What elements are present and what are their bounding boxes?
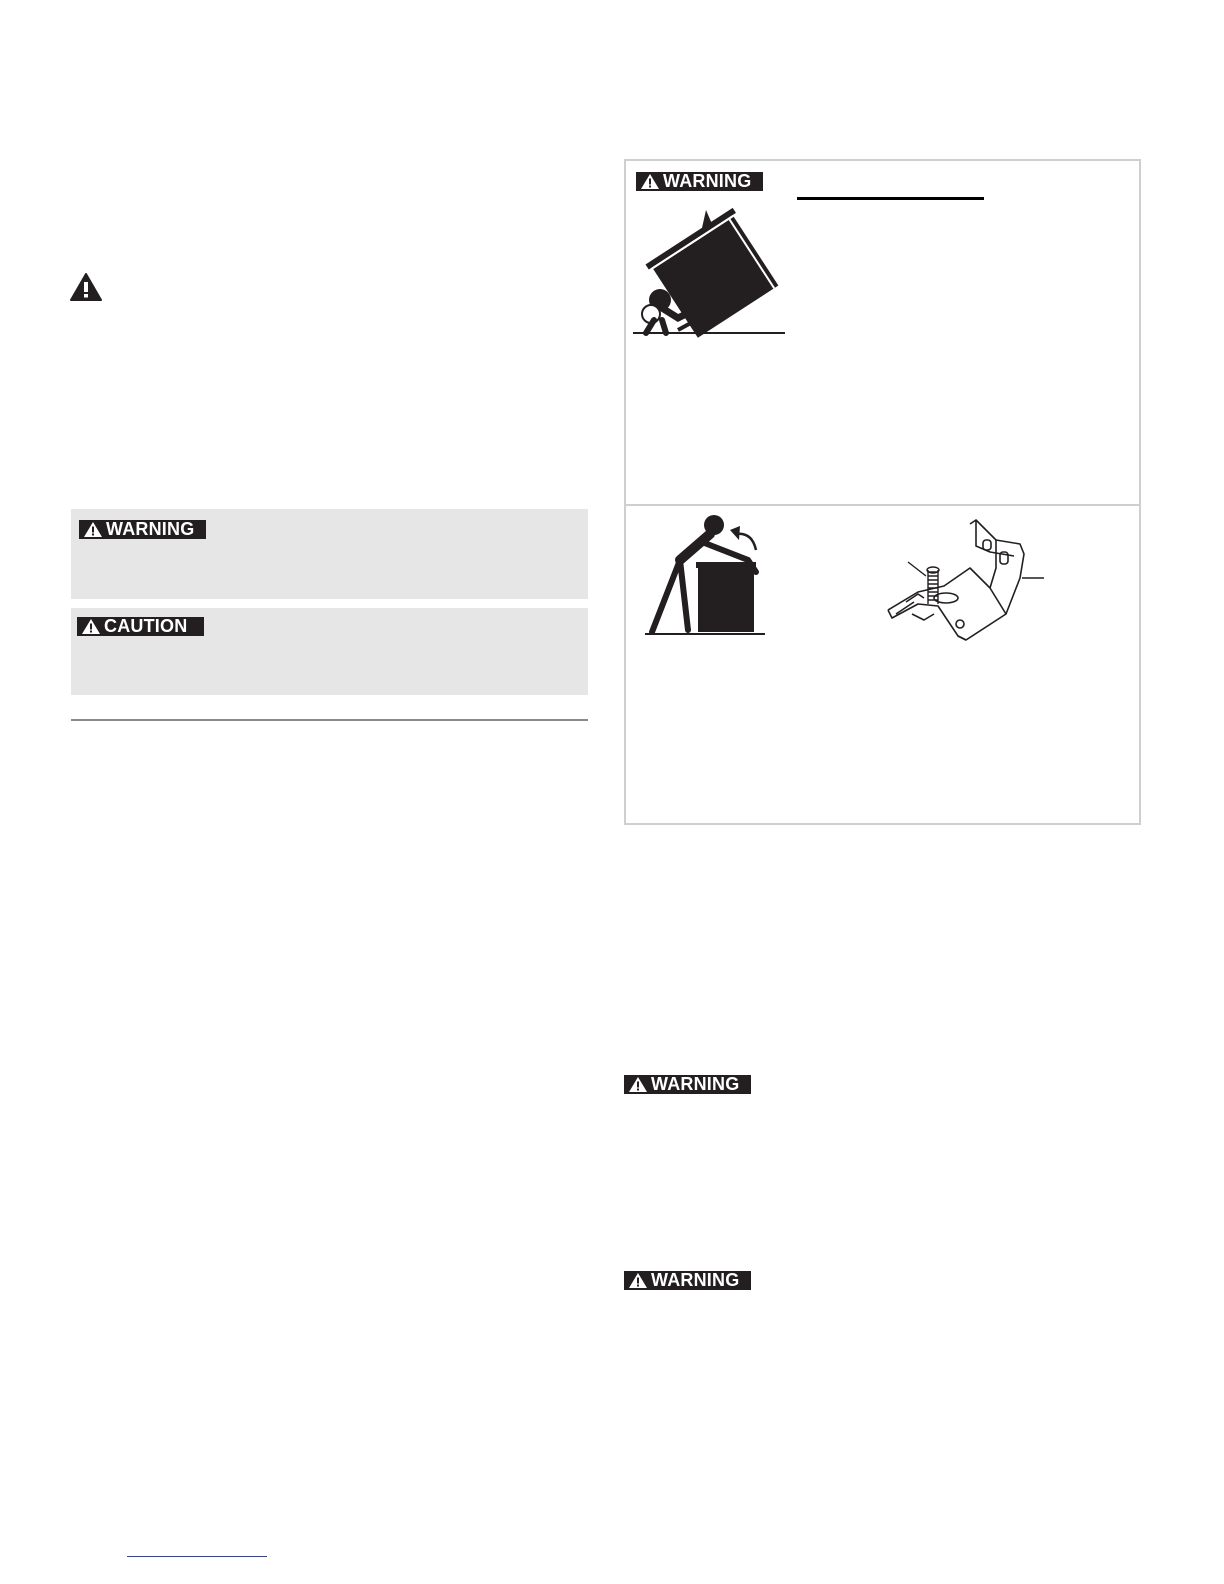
warning-badge xyxy=(624,1075,751,1094)
section-divider xyxy=(71,719,588,721)
frame-divider xyxy=(626,504,1139,506)
lift-range-illustration xyxy=(640,512,770,638)
warning-label: WARNING xyxy=(106,519,195,539)
safety-alert-icon xyxy=(628,1272,648,1289)
safety-alert-icon xyxy=(83,521,103,538)
anti-tip-bracket-illustration xyxy=(878,518,1048,648)
safety-alert-icon xyxy=(81,618,101,635)
heading-rule xyxy=(797,197,984,200)
warning-badge xyxy=(624,1271,751,1290)
safety-alert-icon xyxy=(628,1076,648,1093)
safety-alert-icon xyxy=(640,173,660,190)
warning-label: WARNING xyxy=(651,1270,740,1290)
caution-label: CAUTION xyxy=(104,616,188,636)
warning-label: WARNING xyxy=(651,1074,740,1094)
warning-badge xyxy=(79,520,206,539)
caution-badge xyxy=(77,617,204,636)
warning-label: WARNING xyxy=(663,171,752,191)
warning-badge xyxy=(636,172,763,191)
footer-link-underline[interactable] xyxy=(127,1556,267,1557)
tip-over-illustration xyxy=(630,202,788,338)
safety-alert-icon xyxy=(70,273,102,301)
